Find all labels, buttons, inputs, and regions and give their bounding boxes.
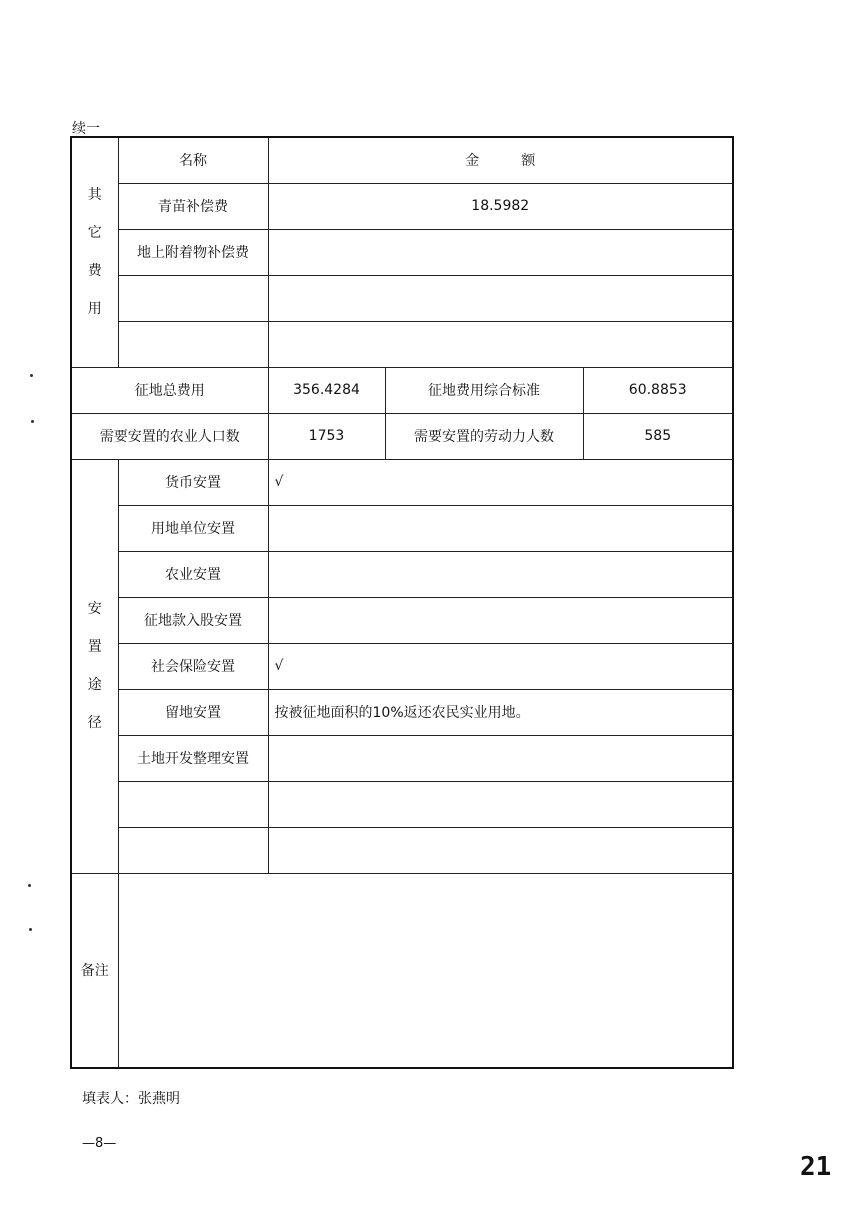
fee-name-cell [118,275,268,321]
farm-population-value: 1753 [268,413,385,459]
fee-amount-cell [268,229,733,275]
resettlement-row [71,551,733,597]
resettlement-row [71,689,733,735]
resettlement-value-cell [268,735,733,781]
resettlement-method-cell: 用地单位安置 [118,505,268,551]
resettlement-row [71,597,733,643]
total-cost-label: 征地总费用 [71,367,268,413]
resettlement-value-cell [268,827,733,873]
resettlement-row [71,505,733,551]
other-fees-row [71,275,733,321]
fee-amount-cell [268,321,733,367]
remarks-label: 备注 [71,873,118,1068]
continuation-label: 续一 [72,121,100,137]
scan-speck [28,884,31,887]
scan-speck [31,420,34,423]
resettlement-value-cell [268,597,733,643]
resettlement-method-cell: 留地安置 [118,689,268,735]
page-number: —8— [82,1136,117,1151]
remarks-row [71,873,733,1068]
scan-speck [30,374,33,377]
resettlement-method-cell: 征地款入股安置 [118,597,268,643]
resettlement-row [71,643,733,689]
labor-count-value: 585 [583,413,733,459]
name-column-header: 名称 [118,137,268,183]
labor-count-label: 需要安置的劳动力人数 [385,413,583,459]
resettlement-row [71,735,733,781]
resettlement-value-cell: √ [268,459,733,505]
resettlement-row [71,827,733,873]
scan-speck [29,928,32,931]
resettlement-value-cell [268,781,733,827]
resettlement-method-cell: 土地开发整理安置 [118,735,268,781]
other-fees-header-row [71,137,733,183]
resettlement-value-cell [268,551,733,597]
fee-name-cell: 地上附着物补偿费 [118,229,268,275]
resettlement-section-label: 安 置 途 径 [71,459,118,873]
other-fees-row [71,183,733,229]
resettlement-value-cell: 按被征地面积的10%返还农民实业用地。 [268,689,733,735]
resettlement-value-cell [268,505,733,551]
other-fees-row [71,229,733,275]
stamped-page-number: 21 [800,1152,832,1182]
resettlement-value-cell: √ [268,643,733,689]
resettlement-method-cell [118,827,268,873]
resettlement-method-cell: 货币安置 [118,459,268,505]
fee-name-cell [118,321,268,367]
amount-column-header: 金 额 [268,137,733,183]
land-acquisition-form [70,136,734,1069]
other-fees-section-label: 其 它 费 用 [71,137,118,367]
fee-amount-cell [268,275,733,321]
fee-amount-cell: 18.5982 [268,183,733,229]
farm-population-label: 需要安置的农业人口数 [71,413,268,459]
other-fees-row [71,321,733,367]
cost-standard-label: 征地费用综合标准 [385,367,583,413]
resettlement-row [71,781,733,827]
resettlement-method-cell: 农业安置 [118,551,268,597]
population-row [71,413,733,459]
form-filler: 填表人：张燕明 [82,1091,180,1107]
resettlement-row [71,459,733,505]
total-cost-value: 356.4284 [268,367,385,413]
total-cost-row [71,367,733,413]
resettlement-method-cell [118,781,268,827]
cost-standard-value: 60.8853 [583,367,733,413]
fee-name-cell: 青苗补偿费 [118,183,268,229]
remarks-content [118,873,733,1068]
resettlement-method-cell: 社会保险安置 [118,643,268,689]
